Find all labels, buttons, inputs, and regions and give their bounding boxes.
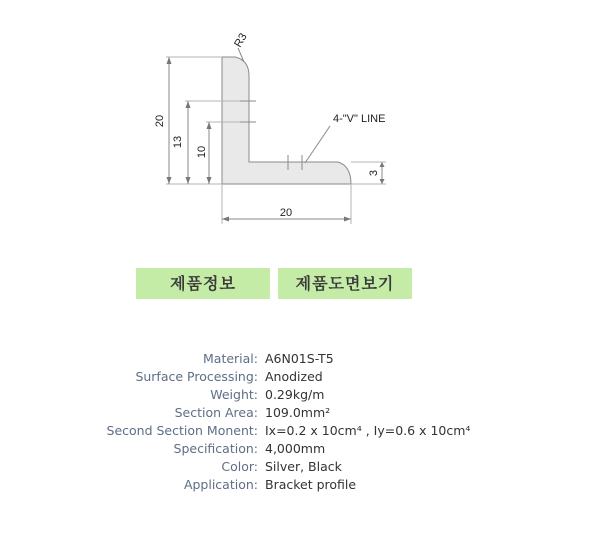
v-line-label: 4-"V" LINE xyxy=(333,113,386,125)
spec-value: Anodized xyxy=(265,369,323,384)
spec-row-specification xyxy=(0,440,600,458)
spec-label: Application: xyxy=(183,477,258,492)
tab-product-drawing[interactable]: 제품도면보기 xyxy=(278,268,412,299)
spec-label: Material: xyxy=(203,351,258,366)
arrowheads xyxy=(167,57,385,222)
spec-row-surface xyxy=(0,368,600,386)
spec-label: Color: xyxy=(221,459,258,474)
tab-product-info[interactable]: 제품정보 xyxy=(136,268,270,299)
radius-label: R3 xyxy=(232,31,250,50)
spec-list xyxy=(0,350,600,494)
spec-row-moment xyxy=(0,422,600,440)
spec-value: 109.0mm² xyxy=(265,405,331,420)
extension-lines xyxy=(166,57,386,224)
spec-value: Ix=0.2 x 10cm⁴ , Iy=0.6 x 10cm⁴ xyxy=(265,423,471,438)
height-20-label: 20 xyxy=(154,114,166,128)
spec-row-application xyxy=(0,476,600,494)
spec-label: Surface Processing: xyxy=(135,369,258,384)
spec-value: Bracket profile xyxy=(265,477,357,492)
width-20-label: 20 xyxy=(279,207,293,219)
spec-value: 0.29kg/m xyxy=(265,387,325,402)
dimension-lines xyxy=(169,48,382,219)
thickness-label: 3 xyxy=(368,169,380,177)
l-profile-shape xyxy=(222,57,351,184)
spec-value: 4,000mm xyxy=(265,441,326,456)
spec-label: Section Area: xyxy=(174,405,258,420)
spec-row-color xyxy=(0,458,600,476)
spec-label: Second Section Monent: xyxy=(106,423,258,438)
spec-row-section-area xyxy=(0,404,600,422)
spec-value: A6N01S-T5 xyxy=(265,351,334,366)
spec-row-material xyxy=(0,350,600,368)
spec-label: Specification: xyxy=(173,441,258,456)
height-10-label: 10 xyxy=(196,145,208,159)
spec-label: Weight: xyxy=(210,387,258,402)
height-13-label: 13 xyxy=(172,135,184,149)
profile-drawing xyxy=(0,0,600,260)
spec-value: Silver, Black xyxy=(265,459,342,474)
spec-row-weight xyxy=(0,386,600,404)
